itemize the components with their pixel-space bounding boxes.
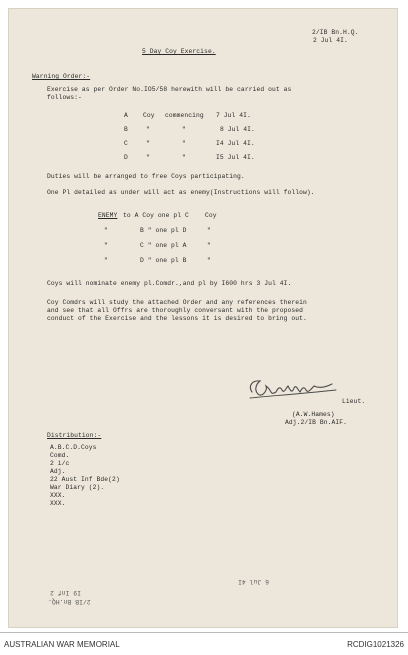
schedule-coy: C [124,140,128,147]
footer-record-id: RCDIG1021326 [347,640,404,649]
distribution-item: War Diary (2). [50,484,105,491]
reverse-text-line: 6 Jul 4I [238,578,270,585]
distribution-item: XXX. [50,500,66,507]
intro-line: Exercise as per Order No.IO5/58 herewith will be carried out as [47,86,292,93]
schedule-col2: " [146,154,150,161]
document-title: 5 Day Coy Exercise. [142,48,216,55]
reverse-text-line: I9 Inf 2 [50,589,82,596]
schedule-col2: " [146,126,150,133]
distribution-item: Comd. [50,452,70,459]
enemy-col-c: " [207,227,211,234]
enemy-col-c: " [207,257,211,264]
schedule-date: 7 Jul 4I. [216,112,251,119]
document-page [8,8,398,628]
schedule-col2: Coy [143,112,155,119]
intro-line: follows:- [47,94,82,101]
schedule-date: I5 Jul 4I. [216,154,255,161]
distribution-item: XXX. [50,492,66,499]
enemy-col-a: " [104,227,108,234]
comdrs-line: and see that all Offrs are thoroughly conversant with the proposed [47,307,303,314]
signature-appointment: Adj.2/IB Bn.AIF. [285,419,348,426]
warning-order-heading: Warning Order:- [32,73,91,80]
distribution-item: Adj. [50,468,66,475]
footer-archive-name: AUSTRALIAN WAR MEMORIAL [4,640,120,649]
schedule-date: 8 Jul 4I. [220,126,255,133]
reverse-text-line: 2/IB Bn.HQ. [48,598,91,605]
enemy-note: One Pl detailed as under will act as enemy(Instructions will follow). [47,189,315,196]
schedule-col3: " [182,140,186,147]
schedule-col3: " [182,126,186,133]
enemy-col-b: D " one pl B [140,257,187,264]
handwritten-signature [246,372,342,406]
duties-line: Duties will be arranged to free Coys participating. [47,173,245,180]
enemy-col-b: C " one pl A [140,242,187,249]
distribution-item: 22 Aust Inf Bde(2) [50,476,120,483]
schedule-coy: D [124,154,128,161]
enemy-col-c: Coy [205,212,217,219]
header-date: 2 Jul 4I. [313,37,348,44]
nominate-line: Coys will nominate enemy pl.Comdr.,and pl by I600 hrs 3 Jul 4I. [47,280,292,287]
distribution-item: 2 i/c [50,460,70,467]
schedule-col3: " [182,154,186,161]
distribution-heading: Distribution:- [47,432,102,439]
schedule-coy: A [124,112,128,119]
distribution-item: A.B.C.D.Coys [50,444,97,451]
signature-rank: Lieut. [342,398,366,405]
enemy-col-a: " [104,242,108,249]
enemy-col-a: ENEMY [98,212,118,219]
signature-name: (A.W.Hames) [292,411,335,418]
schedule-col2: " [146,140,150,147]
enemy-col-c: " [207,242,211,249]
enemy-col-a: " [104,257,108,264]
footer-bar [0,632,408,655]
schedule-date: I4 Jul 4I. [216,140,255,147]
comdrs-line: conduct of the Exercise and the lessons it is desired to bring out. [47,315,307,322]
header-ref: 2/IB Bn.H.Q. [312,29,359,36]
comdrs-line: Coy Comdrs will study the attached Order and any references therein [47,299,307,306]
enemy-col-b: B " one pl D [140,227,187,234]
schedule-coy: B [124,126,128,133]
schedule-col3: commencing [165,112,204,119]
enemy-col-b: to A Coy one pl C [123,212,189,219]
